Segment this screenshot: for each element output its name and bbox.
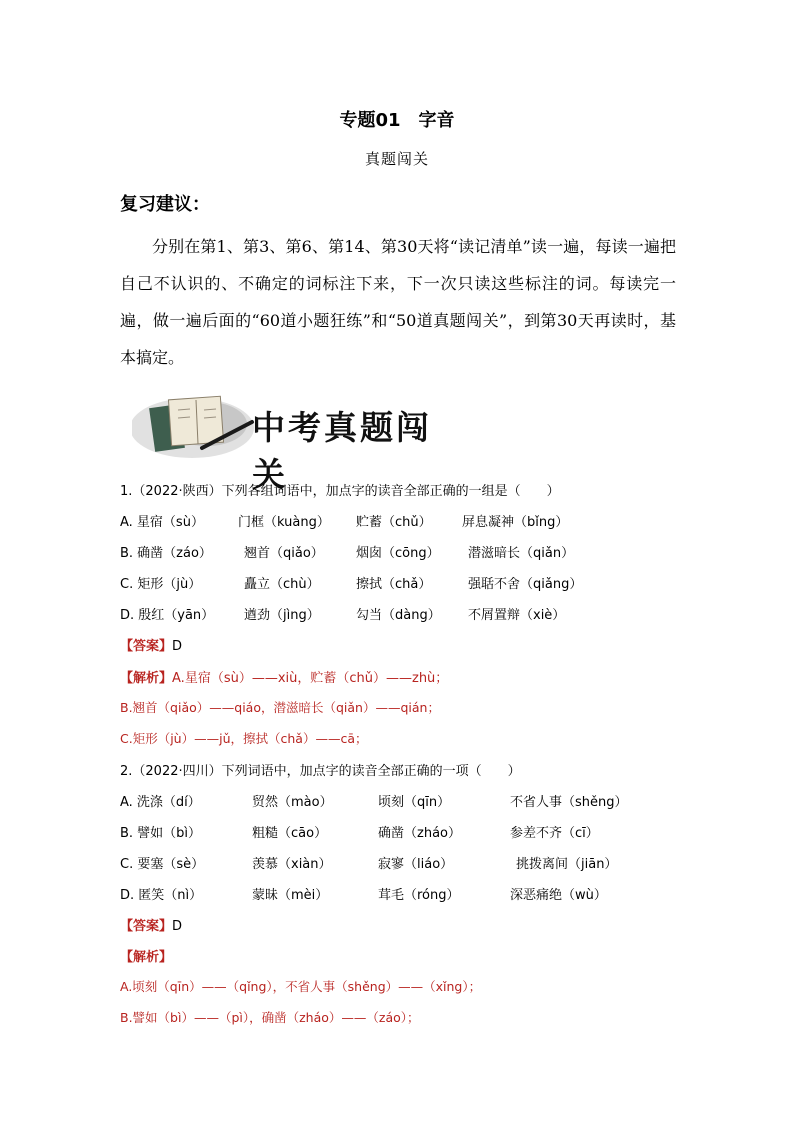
option-item: 强聒不舍（qiǎng） (468, 577, 583, 592)
analysis-label: 【解析】 (120, 950, 173, 965)
question-1-analysis-label-row (120, 667, 448, 686)
option-item: 羡慕（xiàn） (252, 857, 332, 872)
option-item: 遒劲（jìng） (244, 608, 320, 623)
option-item: B. 确凿（záo） (120, 546, 212, 561)
option-item: 寂寥（liáo） (378, 857, 454, 872)
option-item: 挑拨离间（jiān） (516, 857, 618, 872)
question-2-answer (120, 915, 182, 934)
answer-label: 【答案】 (120, 639, 173, 654)
option-item: 参差不齐（cī） (510, 826, 599, 841)
option-item: C. 矩形（jù） (120, 577, 202, 592)
question-2-analysis-label-row (120, 946, 172, 965)
analysis-line: A.顷刻（qīn）——（qǐng），不省人事（shěng）——（xǐng）； (120, 979, 482, 994)
option-item: 贮蓄（chǔ） (356, 515, 432, 530)
option-item: 屏息凝神（bǐng） (462, 515, 569, 530)
option-item: 勾当（dàng） (356, 608, 441, 623)
option-item: 门框（kuàng） (238, 515, 330, 530)
review-paragraph: 分别在第1、第3、第6、第14、第30天将“读记清单”读一遍，每读一遍把自己不认识的、不确定的词标注下来，下一次只读这些标注的词。每读完一遍，做一遍后面的“60道小题狂练”和“50道真题闯关”，到第30天再读时，基本搞定。 (120, 237, 676, 367)
option-item: 不屑置辩（xiè） (468, 608, 566, 623)
option-item: 矗立（chù） (244, 577, 320, 592)
option-item: 茸毛（róng） (378, 888, 460, 903)
answer-value: D (172, 639, 183, 654)
option-item: A. 洗涤（dí） (120, 795, 201, 810)
question-2-stem: 2.（2022·四川）下列词语中，加点字的读音全部正确的一项（ ） (120, 764, 521, 779)
banner-heading: 中考真题闯关 (252, 408, 432, 494)
option-item: 蒙昧（mèi） (252, 888, 329, 903)
option-item: A. 星宿（sù） (120, 515, 204, 530)
analysis-line: B.翘首（qiǎo）——qiáo，潜滋暗长（qiǎn）——qián； (120, 700, 440, 715)
option-item: 粗糙（cāo） (252, 826, 328, 841)
option-item: C. 要塞（sè） (120, 857, 205, 872)
analysis-line: B.譬如（bì）——（pì），确凿（zháo）——（záo）； (120, 1010, 420, 1025)
option-item: 不省人事（shěng） (510, 795, 628, 810)
option-item: 深恶痛绝（wù） (510, 888, 607, 903)
option-item: 翘首（qiǎo） (244, 546, 324, 561)
analysis-line: C.矩形（jù）——jǔ，擦拭（chǎ）——cā； (120, 731, 368, 746)
option-item: D. 殷红（yān） (120, 608, 215, 623)
question-1-answer (120, 635, 182, 654)
option-item: D. 匿笑（nì） (120, 888, 203, 903)
review-heading: 复习建议： (120, 194, 210, 215)
option-item: 潜滋暗长（qiǎn） (468, 546, 575, 561)
option-item: 确凿（zháo） (378, 826, 461, 841)
analysis-label: 【解析】 (120, 671, 173, 686)
page-title: 专题01 字音 (339, 110, 455, 131)
answer-label: 【答案】 (120, 919, 173, 934)
answer-value: D (172, 919, 183, 934)
option-item: 贸然（mào） (252, 795, 333, 810)
page-subtitle: 真题闯关 (364, 150, 429, 168)
option-item: 擦拭（chǎ） (356, 577, 432, 592)
option-item: 顷刻（qīn） (378, 795, 451, 810)
question-1-stem: 1.（2022·陕西）下列各组词语中，加点字的读音全部正确的一组是（ ） (120, 484, 560, 499)
option-item: 烟囱（cōng） (356, 546, 440, 561)
option-item: B. 譬如（bì） (120, 826, 202, 841)
analysis-line: A.星宿（sù）——xiù，贮蓄（chǔ）——zhù； (172, 671, 449, 686)
